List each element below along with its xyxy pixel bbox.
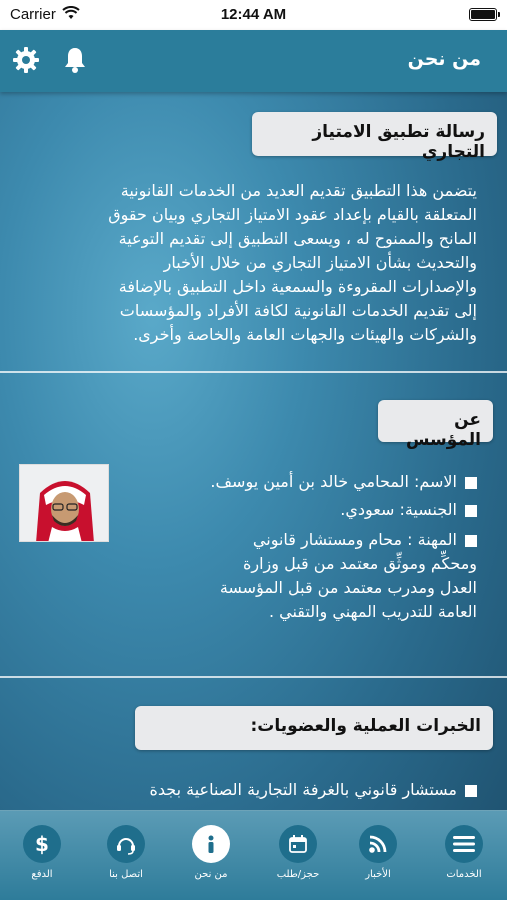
- about-content[interactable]: [0, 92, 507, 810]
- status-bar: [0, 0, 507, 30]
- section-heading-founder: عن المؤسس: [378, 400, 493, 442]
- founder-nationality-item: الجنسية: سعودي.: [147, 498, 477, 522]
- paragraph-line: والشركات والهيئات والجهات العامة والخاصة وأخرى.: [133, 325, 477, 344]
- founder-profession-item: المهنة : محام ومستشار قانوني ومحكِّم وموثِّق معتمد من قبل وزارة العدل ومدرب معتمد من قبل المؤسسة العامة للتدريب المهني والتقني .: [219, 530, 477, 621]
- bullet-square-icon: [465, 535, 477, 547]
- menu-icon: [453, 835, 475, 853]
- paragraph-line: والتحديث بشأن الامتياز التجاري من خلال الأخبار: [163, 253, 477, 272]
- bullet-square-icon: [465, 785, 477, 797]
- clock: 12:44 AM: [220, 6, 287, 23]
- paragraph-line: المتعلقة بالقيام بإعداد عقود الامتياز التجاري وبيان حقوق: [108, 205, 477, 224]
- tab-services[interactable]: [428, 821, 500, 891]
- section-divider: [0, 676, 507, 678]
- section-divider: [0, 371, 507, 373]
- tab-label: حجز/طلب: [276, 869, 320, 880]
- bullet-square-icon: [465, 477, 477, 489]
- svg-text:$: $: [35, 832, 49, 856]
- section-heading-app-message: رسالة تطبيق الامتياز التجاري: [252, 112, 497, 156]
- tab-about[interactable]: [175, 821, 247, 891]
- info-icon: [200, 833, 222, 855]
- app-message-paragraph: [17, 179, 477, 347]
- founder-avatar: [19, 464, 109, 542]
- gear-icon[interactable]: [12, 46, 40, 74]
- tab-contact[interactable]: [90, 821, 162, 891]
- tab-news[interactable]: [342, 821, 414, 891]
- calendar-icon: [288, 834, 308, 854]
- section-heading-experience: الخبرات العملية والعضويات:: [135, 706, 493, 750]
- dollar-icon: [31, 832, 53, 856]
- paragraph-line: يتضمن هذا التطبيق تقديم العديد من الخدمات القانونية: [120, 181, 477, 200]
- bullet-square-icon: [465, 505, 477, 517]
- experience-item: مستشار قانوني بالغرفة التجارية الصناعية بجدة: [17, 778, 477, 802]
- rss-icon: [368, 834, 388, 854]
- tab-label: الدفع: [31, 869, 53, 880]
- tab-label: من نحن: [194, 869, 228, 880]
- paragraph-line: والإصدارات المقروءة والسمعية داخل التطبيق بالإضافة: [118, 277, 477, 296]
- tab-payment[interactable]: [6, 821, 78, 891]
- carrier-label: Carrier: [10, 6, 56, 23]
- tab-booking[interactable]: [262, 821, 334, 891]
- battery-icon: [469, 8, 497, 21]
- paragraph-line: إلى تقديم الخدمات القانونية لكافة الأفراد والمؤسسات: [119, 301, 477, 320]
- paragraph-line: المانح والممنوح له ، ويسعى التطبيق إلى تقديم التوعية: [118, 229, 477, 248]
- headset-icon: [115, 833, 137, 855]
- bell-icon[interactable]: [62, 46, 88, 74]
- tab-label: الأخبار: [365, 869, 391, 880]
- tab-label: اتصل بنا: [109, 869, 143, 880]
- nav-bar: [0, 30, 507, 92]
- tab-label: الخدمات: [446, 869, 482, 880]
- founder-name-item: الاسم: المحامي خالد بن أمين يوسف.: [147, 470, 477, 494]
- tab-bar: [0, 810, 507, 900]
- page-title: من نحن: [407, 48, 481, 70]
